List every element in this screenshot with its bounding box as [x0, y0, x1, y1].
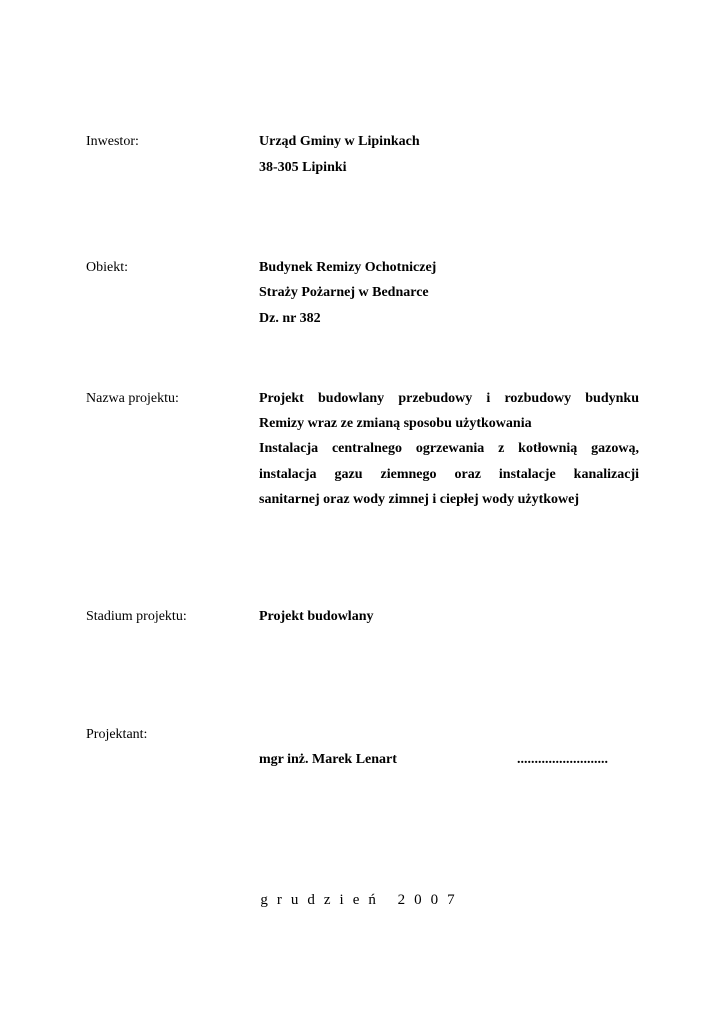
investor-address: 38-305 Lipinki: [259, 160, 347, 175]
investor-name: Urząd Gminy w Lipinkach: [259, 134, 420, 149]
project-name-line-4: instalacja gazu ziemnego oraz instalacje kanalizacji: [259, 467, 639, 482]
project-name-line-3: Instalacja centralnego ogrzewania z kotłownią gazową,: [259, 441, 639, 456]
object-line-2: Straży Pożarnej w Bednarce: [259, 285, 429, 300]
stage-value: Projekt budowlany: [259, 609, 374, 624]
project-name-label: Nazwa projektu:: [86, 391, 179, 406]
project-name-line-1: Projekt budowlany przebudowy i rozbudowy budynku: [259, 391, 639, 406]
object-line-1: Budynek Remizy Ochotniczej: [259, 260, 437, 275]
designer-name: mgr inż. Marek Lenart: [259, 752, 397, 767]
investor-label: Inwestor:: [86, 134, 139, 149]
designer-label: Projektant:: [86, 727, 148, 742]
stage-label: Stadium projektu:: [86, 609, 187, 624]
project-name-line-2: Remizy wraz ze zmianą sposobu użytkowania: [259, 416, 532, 431]
project-name-line-5: sanitarnej oraz wody zimnej i ciepłej wody użytkowej: [259, 492, 580, 507]
document-date: grudzień 2007: [260, 892, 464, 908]
signature-line: ..........................: [517, 752, 608, 767]
object-label: Obiekt:: [86, 260, 128, 275]
object-line-3: Dz. nr 382: [259, 311, 321, 326]
